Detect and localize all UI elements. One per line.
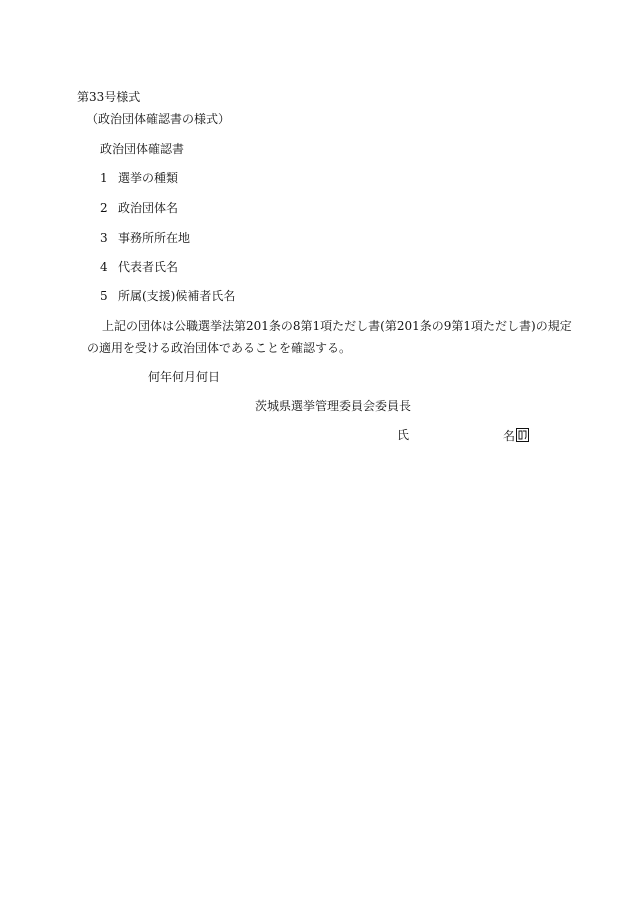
- signature-mei: [503, 428, 529, 443]
- item-number: 5: [100, 289, 108, 303]
- list-item: [100, 171, 178, 185]
- seal-stamp-icon: [516, 428, 529, 442]
- document-title: 政治団体確認書: [100, 142, 185, 156]
- signature-mei-text: 名: [503, 429, 516, 443]
- item-label: 政治団体名: [118, 201, 179, 215]
- item-label: 選挙の種類: [118, 171, 179, 185]
- item-label: 所属(支援)候補者氏名: [118, 289, 236, 303]
- list-item: [100, 260, 178, 274]
- list-item: [100, 201, 178, 215]
- item-number: 1: [100, 171, 108, 185]
- signature-shi: 氏: [397, 428, 410, 442]
- item-label: 事務所所在地: [118, 231, 191, 245]
- form-number: 第33号様式: [77, 90, 141, 104]
- item-number: 4: [100, 260, 108, 274]
- item-number: 2: [100, 201, 108, 215]
- date-text: 何年何月何日: [148, 370, 221, 384]
- body-text-line-1: 上記の団体は公職選挙法第201条の8第1項ただし書(第201条の9第1項ただし書)の規定: [102, 319, 572, 333]
- list-item: [100, 289, 235, 303]
- list-item: [100, 231, 190, 245]
- issuer-title: 茨城県選挙管理委員会委員長: [255, 399, 412, 413]
- body-text-line-2: の適用を受ける政治団体であることを確認する。: [87, 341, 352, 355]
- item-number: 3: [100, 231, 108, 245]
- form-subtitle: （政治団体確認書の様式）: [86, 112, 231, 126]
- item-label: 代表者氏名: [118, 260, 179, 274]
